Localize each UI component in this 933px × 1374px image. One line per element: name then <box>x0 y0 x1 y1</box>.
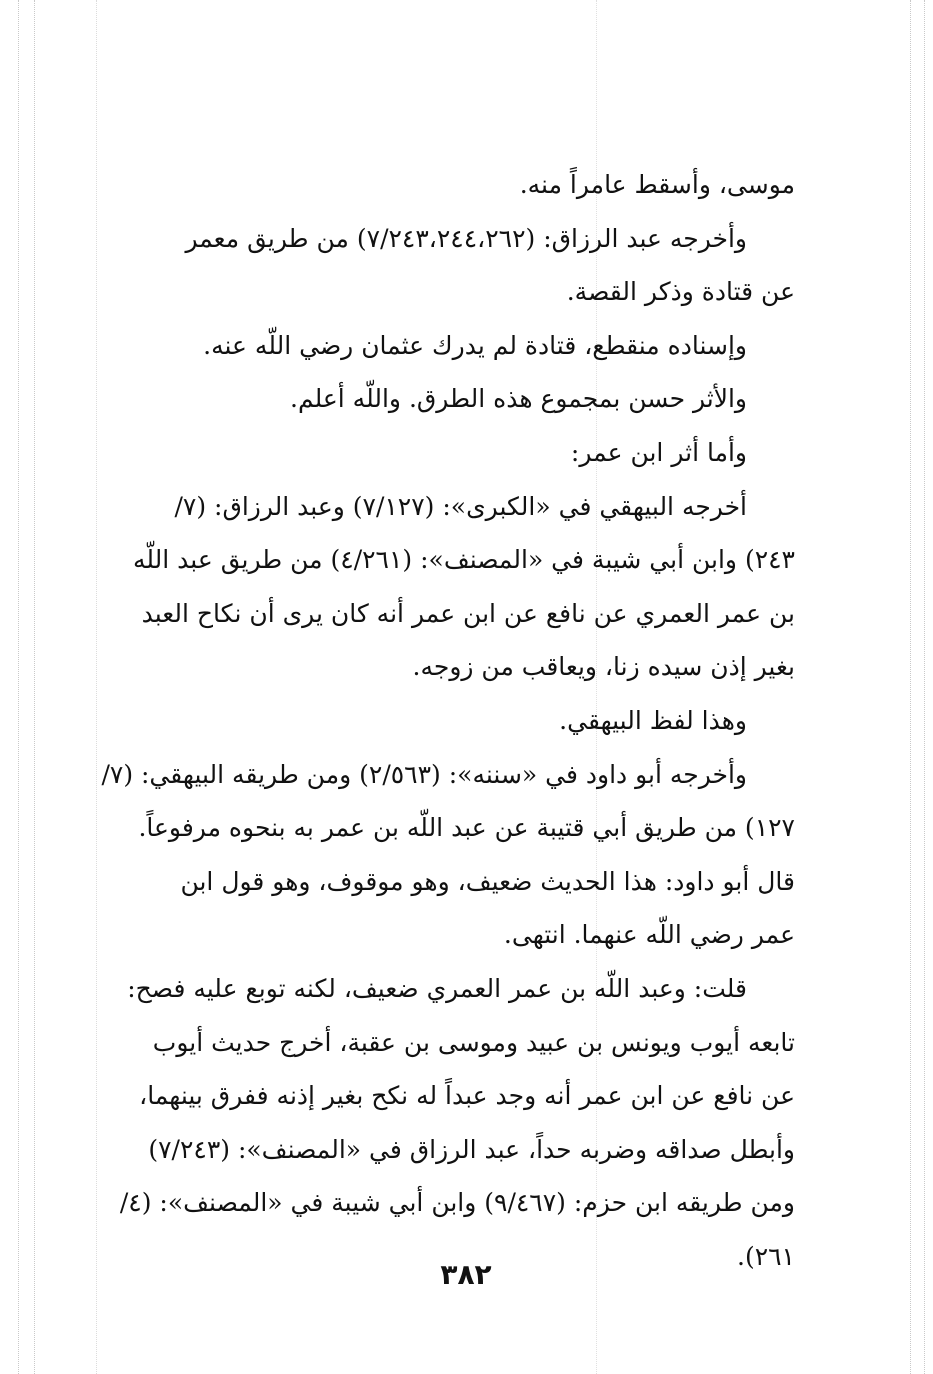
scan-guide-line <box>910 0 911 1374</box>
text-line: أخرجه البيهقي في «الكبرى»: (٧/١٢٧) وعبد الرزاق: (٧/ <box>174 491 747 521</box>
page-number: ٣٨٢ <box>440 1258 492 1291</box>
text-line: تابعه أيوب ويونس بن عبيد وموسى بن عقبة، أخرج حديث أيوب <box>152 1027 795 1057</box>
text-line: قلت: وعبد اللّه بن عمر العمري ضعيف، لكنه توبع عليه فصح: <box>127 973 747 1003</box>
scan-guide-line <box>34 0 35 1374</box>
text-line: عمر رضي اللّه عنهما. انتهى. <box>503 920 795 950</box>
text-line: بغير إذن سيده زنا، ويعاقب من زوجه. <box>412 652 795 682</box>
text-line: وهذا لفظ البيهقي. <box>559 705 747 735</box>
text-line: عن نافع عن ابن عمر أنه وجد عبداً له نكح بغير إذنه ففرق بينهما، <box>139 1081 795 1111</box>
text-line: وأبطل صداقه وضربه حداً، عبد الرزاق في «المصنف»: (٧/٢٤٣) <box>148 1134 795 1164</box>
text-line: وأما أثر ابن عمر: <box>570 437 747 467</box>
text-line: وإسناده منقطع، قتادة لم يدرك عثمان رضي اللّه عنه. <box>203 330 747 360</box>
scan-guide-line <box>96 0 97 1374</box>
text-line: وأخرجه أبو داود في «سننه»: (٢/٥٦٣) ومن طريقه البيهقي: (٧/ <box>101 759 747 789</box>
body-text <box>100 158 795 1283</box>
text-line: ٢٦١). <box>737 1241 795 1271</box>
text-line: عن قتادة وذكر القصة. <box>566 277 795 307</box>
scan-guide-line <box>18 0 19 1374</box>
scan-guide-line <box>924 0 925 1374</box>
text-line: قال أبو داود: هذا الحديث ضعيف، وهو موقوف، وهو قول ابن <box>180 866 795 896</box>
text-line: ٢٤٣) وابن أبي شيبة في «المصنف»: (٤/٢٦١) من طريق عبد اللّه <box>132 545 795 575</box>
text-line: ومن طريقه ابن حزم: (٩/٤٦٧) وابن أبي شيبة في «المصنف»: (٤/ <box>119 1188 795 1218</box>
text-line: ١٢٧) من طريق أبي قتيبة عن عبد اللّه بن عمر به بنحوه مرفوعاً. <box>138 813 795 843</box>
text-line: موسى، وأسقط عامراً منه. <box>519 170 795 199</box>
text-line: والأثر حسن بمجموع هذه الطرق. واللّه أعلم. <box>290 384 747 414</box>
text-line: بن عمر العمري عن نافع عن ابن عمر أنه كان يرى أن نكاح العبد <box>141 598 795 628</box>
text-line: وأخرجه عبد الرزاق: (٧/٢٤٣،٢٤٤،٢٦٢) من طريق معمر <box>185 223 747 253</box>
